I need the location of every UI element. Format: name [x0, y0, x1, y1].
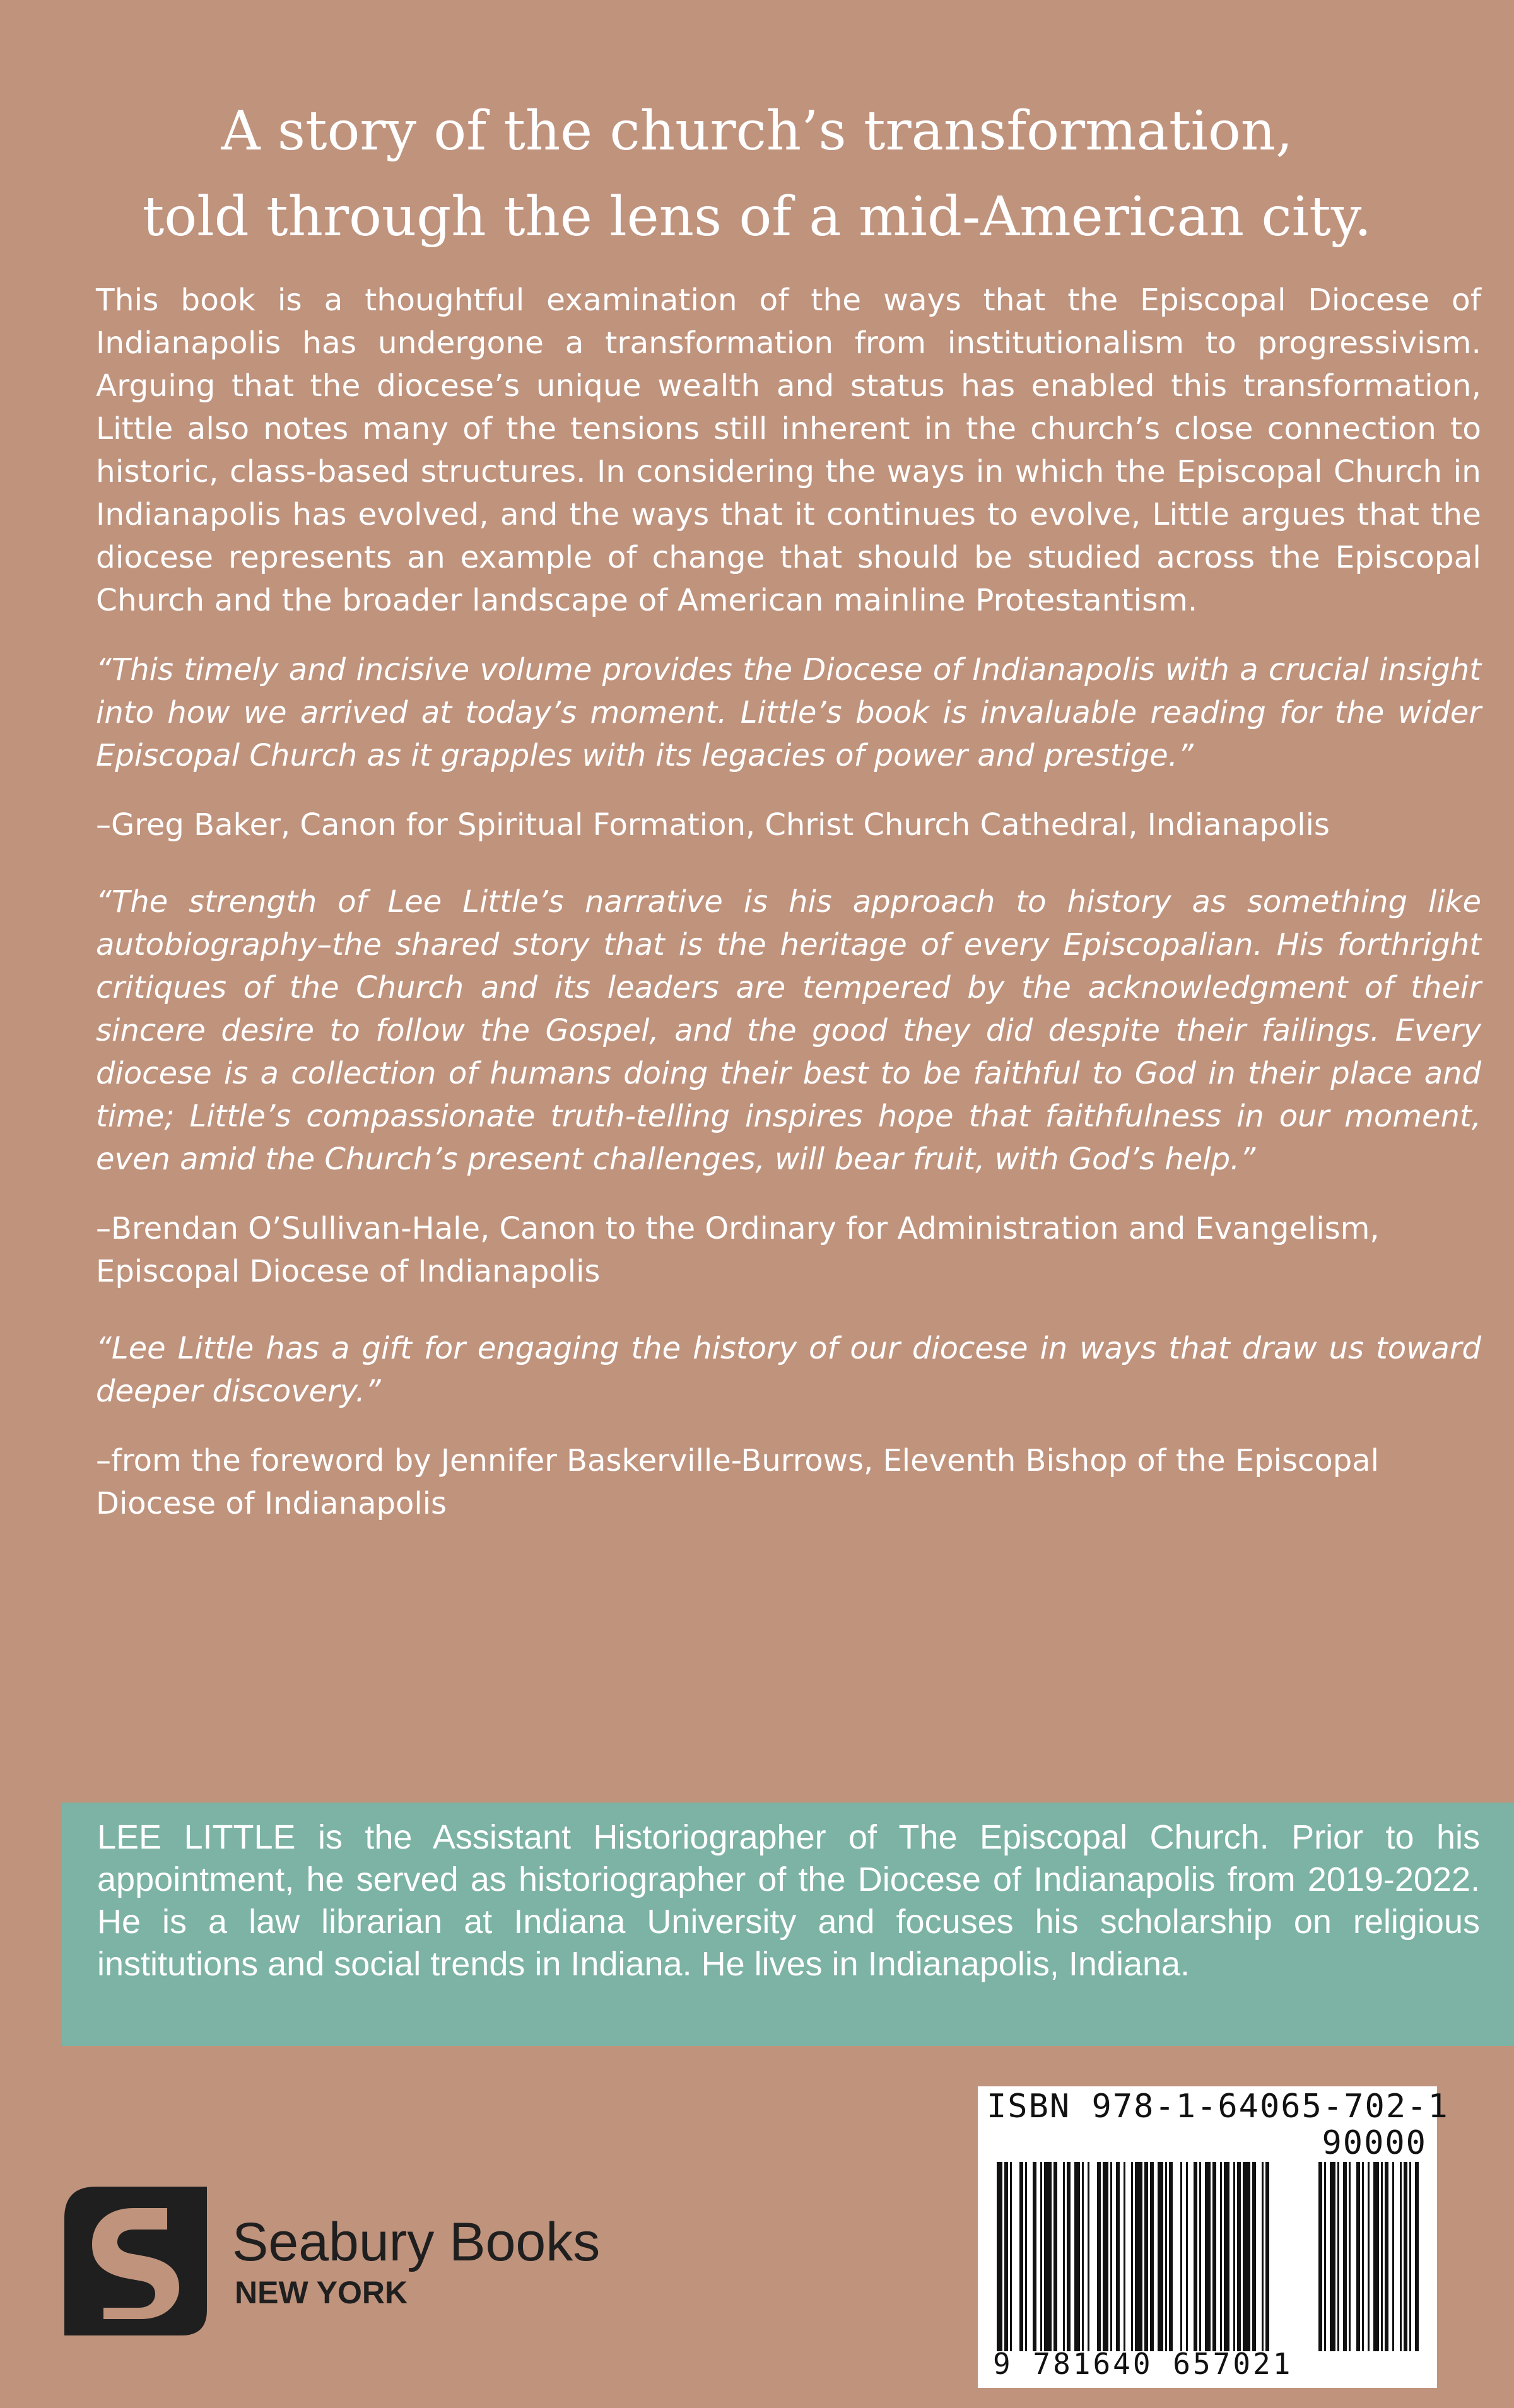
barcode-bars: [997, 2162, 1421, 2351]
barcode-bar: [997, 2162, 1002, 2351]
barcode-bar: [1186, 2162, 1188, 2351]
barcode-addon-bar: [1362, 2162, 1364, 2351]
barcode-bar: [1265, 2162, 1269, 2351]
barcode-bar: [1169, 2162, 1173, 2351]
barcode-bar: [1131, 2162, 1133, 2351]
barcode-bar: [1262, 2162, 1264, 2351]
endorsement-quote-2: “The strength of Lee Little’s narrative is his approach to history as something like autobiography–the shared story that is the heritage of every Episcopalian. His forthright critiques of the Church and its leaders are tempered by the acknowledgment of their sincere desire to follow the Gospel, and the good they did despite their failings. Every diocese is a collection of humans doing their best to be faithful to God in their place and time; Little’s compassionate truth-telling inspires hope that faithfulness in our moment, even amid the Church’s present challenges, will bear fruit, with God’s help.”: [96, 884, 1481, 1177]
barcode-bar: [1082, 2162, 1084, 2351]
barcode-bar: [1025, 2162, 1027, 2351]
barcode-addon-bar: [1318, 2162, 1322, 2351]
barcode-bar: [1135, 2162, 1142, 2351]
headline-line-2: told through the lens of a mid-American city.: [142, 185, 1372, 248]
barcode-bar: [1165, 2162, 1167, 2351]
endorsement-attribution-1: –Greg Baker, Canon for Spiritual Formation, Christ Church Cathedral, Indianapolis: [96, 807, 1330, 843]
barcode-addon-bar: [1343, 2162, 1347, 2351]
publisher-city: NEW YORK: [235, 2275, 408, 2310]
price-addon: 90000: [1322, 2124, 1427, 2162]
barcode-bar: [1220, 2162, 1222, 2351]
barcode-bar: [1194, 2162, 1197, 2351]
barcode-bar: [1103, 2162, 1108, 2351]
barcode-bar: [1004, 2162, 1008, 2351]
barcode-bar: [1243, 2162, 1250, 2351]
isbn-barcode: [978, 2086, 1449, 2388]
barcode-addon-bar: [1356, 2162, 1360, 2351]
barcode-bar: [1150, 2162, 1154, 2351]
barcode-bar: [1144, 2162, 1148, 2351]
barcode-addon-bar: [1368, 2162, 1370, 2351]
barcode-bar: [1097, 2162, 1101, 2351]
cover-headline: [95, 88, 1419, 260]
barcode-bar: [1124, 2162, 1125, 2351]
barcode-addon-bar: [1373, 2162, 1379, 2351]
barcode-bar: [1233, 2162, 1235, 2351]
barcode-bar: [1019, 2162, 1023, 2351]
publisher-logo-block: [63, 2185, 669, 2337]
barcode-bar: [1237, 2162, 1241, 2351]
barcode-bar: [1044, 2162, 1052, 2351]
barcode-bar: [1252, 2162, 1256, 2351]
barcode-bar: [1040, 2162, 1042, 2351]
barcode-bar: [1053, 2162, 1057, 2351]
publisher-name: Seabury Books: [232, 2212, 601, 2272]
barcode-bar: [1033, 2162, 1036, 2351]
endorsement-quote-3: “Lee Little has a gift for engaging the history of our diocese in ways that draw us toward deeper discovery.”: [96, 1331, 1481, 1409]
endorsement-quote-1: “This timely and incisive volume provides the Diocese of Indianapolis with a crucial insight into how we arrived at today’s moment. Little’s book is invaluable reading for the wider Episcopal Church as it grapples with its legacies of power and prestige.”: [96, 652, 1481, 773]
barcode-bar: [1110, 2162, 1112, 2351]
author-bio: LEE LITTLE is the Assistant Historiographer of The Episcopal Church. Prior to his appointment, he served as historiographer of the Diocese of Indianapolis from 2019-2022. He is a law librarian at Indiana University and focuses his scholarship on religious institutions and social trends in Indiana. He lives in Indianapolis, Indiana.: [97, 1818, 1480, 1983]
barcode-bar: [1199, 2162, 1201, 2351]
barcode-bar: [1074, 2162, 1080, 2351]
headline-line-1: A story of the church’s transformation,: [221, 100, 1293, 163]
author-bio-box: [62, 1803, 1514, 2046]
barcode-bar: [1063, 2162, 1065, 2351]
barcode-addon-bar: [1330, 2162, 1335, 2351]
barcode-bar: [1088, 2162, 1089, 2351]
endorsement-attribution-3: –from the foreword by Jennifer Baskerville-Burrows, Eleventh Bishop of the Episcopal Diocese of Indianapolis: [96, 1443, 1379, 1521]
endorsement-attribution-2: –Brendan O’Sullivan-Hale, Canon to the Ordinary for Administration and Evangelism, Episcopal Diocese of Indianapolis: [96, 1211, 1380, 1289]
barcode-addon-bar: [1324, 2162, 1326, 2351]
barcode-addon-bar: [1349, 2162, 1351, 2351]
barcode-addon-bar: [1392, 2162, 1394, 2351]
barcode-addon-bar: [1385, 2162, 1388, 2351]
barcode-addon-bar: [1381, 2162, 1383, 2351]
barcode-addon-bar: [1415, 2162, 1419, 2351]
barcode-bar: [1010, 2162, 1012, 2351]
back-cover-copy: [96, 279, 1481, 1559]
barcode-addon-bar: [1404, 2162, 1407, 2351]
barcode-bar: [1212, 2162, 1216, 2351]
barcode-bar: [1116, 2162, 1120, 2351]
barcode-bar: [1067, 2162, 1071, 2351]
barcode-addon-bar: [1400, 2162, 1402, 2351]
barcode-bar: [1205, 2162, 1211, 2351]
isbn-label: ISBN 978-1-64065-702-1: [987, 2088, 1449, 2125]
barcode-bar: [1158, 2162, 1163, 2351]
seabury-logo-icon: [63, 2185, 208, 2337]
barcode-addon-bar: [1337, 2162, 1339, 2351]
barcode-digits: 9 781640 657021: [993, 2347, 1293, 2381]
barcode-bar: [1180, 2162, 1182, 2351]
barcode-addon-bar: [1409, 2162, 1411, 2351]
barcode-bar: [1224, 2162, 1229, 2351]
book-description: This book is a thoughtful examination of the ways that the Episcopal Diocese of Indianapolis has undergone a transformation from institutionalism to progressivism. Arguing that the diocese’s unique wealth and status has enabled this transformation, Little also notes many of the tensions still inherent in the church’s close connection to historic, class-based structures. In considering the ways in which the Episcopal Church in Indianapolis has evolved, and the ways that it continues to evolve, Little argues that the diocese represents an example of change that should be studied across the Episcopal Church and the broader landscape of American mainline Protestantism.: [96, 283, 1481, 618]
